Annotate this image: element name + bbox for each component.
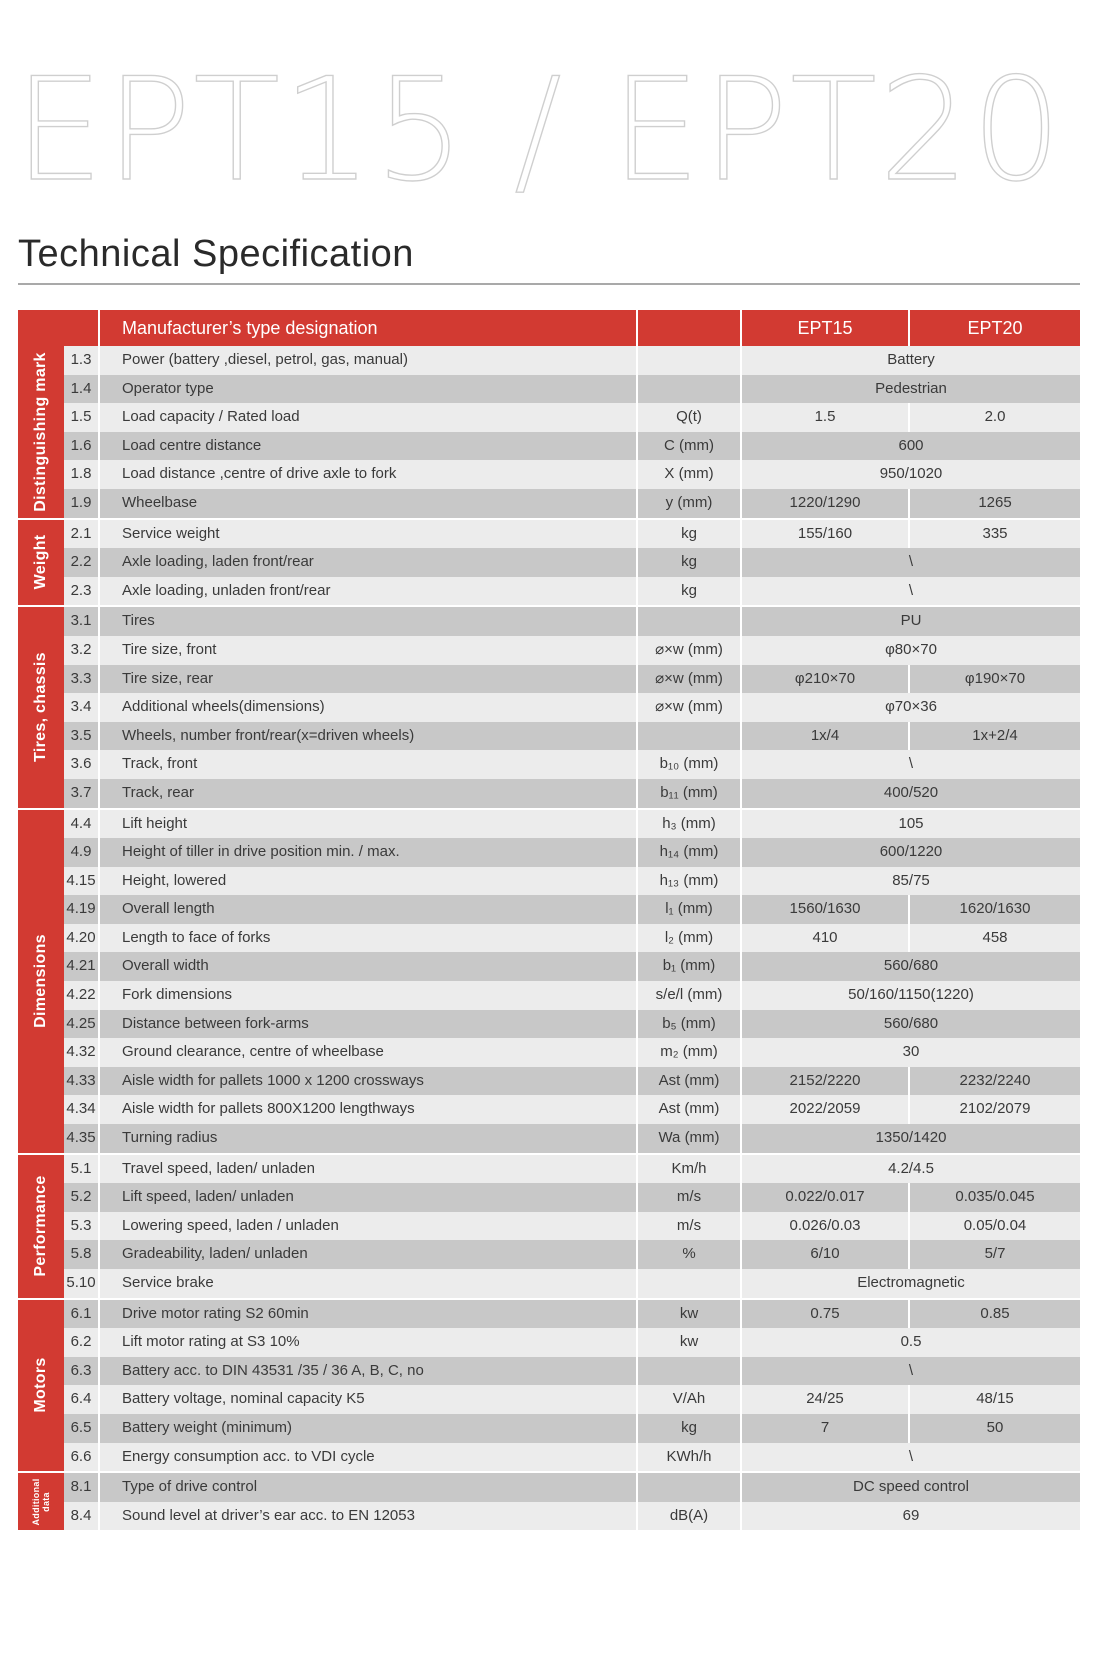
table-row xyxy=(64,1010,1080,1039)
row-value-ept15: 6/10 xyxy=(742,1240,910,1269)
row-value-shared: 400/520 xyxy=(883,783,939,801)
row-value-shared: Pedestrian xyxy=(875,379,947,397)
row-description: Energy consumption acc. to VDI cycle xyxy=(100,1443,638,1472)
group-label xyxy=(18,1300,64,1472)
row-description: Overall length xyxy=(100,895,638,924)
table-row xyxy=(64,895,1080,924)
group-label-text: Additional data xyxy=(31,1478,51,1526)
row-unit: X (mm) xyxy=(638,460,742,489)
header-model-ept20: EPT20 xyxy=(967,318,1023,338)
row-value-shared: \ xyxy=(908,1447,914,1465)
row-number: 4.4 xyxy=(64,810,100,839)
group-label-text: Weight xyxy=(32,535,49,590)
row-number: 5.3 xyxy=(64,1212,100,1241)
row-value-shared: 600/1220 xyxy=(879,843,943,861)
row-unit: h₁₃ (mm) xyxy=(638,867,742,896)
table-row xyxy=(64,693,1080,722)
table-row xyxy=(64,636,1080,665)
row-description: Wheels, number front/rear(x=driven wheels) xyxy=(100,722,638,751)
table-row xyxy=(64,1183,1080,1212)
row-value-shared: 0.5 xyxy=(900,1333,922,1351)
row-value-ept15: 1.5 xyxy=(742,403,910,432)
row-number: 6.5 xyxy=(64,1414,100,1443)
row-number: 4.34 xyxy=(64,1095,100,1124)
row-description: Distance between fork-arms xyxy=(100,1010,638,1039)
row-unit: b₁₁ (mm) xyxy=(638,779,742,808)
row-number: 4.19 xyxy=(64,895,100,924)
row-value-ept20: φ190×70 xyxy=(964,669,1026,687)
row-unit: kg xyxy=(638,1414,742,1443)
spec-table xyxy=(18,310,1080,1530)
row-unit: ⌀×w (mm) xyxy=(638,636,742,665)
row-number: 3.2 xyxy=(64,636,100,665)
row-number: 4.35 xyxy=(64,1124,100,1153)
header-model-ept15: EPT15 xyxy=(742,310,910,346)
group-label xyxy=(18,607,64,807)
row-number: 3.5 xyxy=(64,722,100,751)
table-row xyxy=(64,1067,1080,1096)
row-unit: Ast (mm) xyxy=(638,1095,742,1124)
row-number: 4.20 xyxy=(64,924,100,953)
row-value-shared: 69 xyxy=(902,1506,920,1524)
group-label-text: Motors xyxy=(32,1357,49,1413)
row-unit: ⌀×w (mm) xyxy=(638,693,742,722)
row-value-shared: 560/680 xyxy=(883,1014,939,1032)
row-unit: l₂ (mm) xyxy=(638,924,742,953)
row-value-ept15: 1x/4 xyxy=(742,722,910,751)
row-unit: b₁₀ (mm) xyxy=(638,750,742,779)
row-description: Load centre distance xyxy=(100,432,638,461)
row-value-ept20: 335 xyxy=(982,524,1008,542)
row-value-ept20: 48/15 xyxy=(976,1390,1014,1408)
spec-group xyxy=(18,605,1080,807)
table-row xyxy=(64,489,1080,518)
row-unit: l₁ (mm) xyxy=(638,895,742,924)
table-row xyxy=(64,750,1080,779)
row-number: 6.6 xyxy=(64,1443,100,1472)
row-description: Height of tiller in drive position min. / max. xyxy=(100,838,638,867)
row-description: Power (battery ,diesel, petrol, gas, manual) xyxy=(100,346,638,375)
row-number: 4.32 xyxy=(64,1038,100,1067)
row-unit: m/s xyxy=(638,1212,742,1241)
row-description: Tires xyxy=(100,607,638,636)
row-value-ept20: 5/7 xyxy=(984,1245,1006,1263)
table-row xyxy=(64,924,1080,953)
row-unit xyxy=(638,375,742,404)
row-value-ept15: 0.022/0.017 xyxy=(742,1183,910,1212)
row-value-ept20: 0.85 xyxy=(980,1304,1010,1322)
row-value-ept20: 1265 xyxy=(978,493,1012,511)
row-description: Lift speed, laden/ unladen xyxy=(100,1183,638,1212)
row-unit xyxy=(638,1357,742,1386)
row-description: Track, front xyxy=(100,750,638,779)
row-unit: kw xyxy=(638,1328,742,1357)
row-description: Track, rear xyxy=(100,779,638,808)
row-description: Load capacity / Rated load xyxy=(100,403,638,432)
table-row xyxy=(64,722,1080,751)
table-row xyxy=(64,1328,1080,1357)
row-value-ept15: φ210×70 xyxy=(742,665,910,694)
row-number: 1.9 xyxy=(64,489,100,518)
table-row xyxy=(64,665,1080,694)
row-value-shared: 4.2/4.5 xyxy=(888,1159,934,1177)
table-row xyxy=(64,607,1080,636)
row-number: 1.4 xyxy=(64,375,100,404)
group-label xyxy=(18,520,64,606)
table-row xyxy=(64,952,1080,981)
row-unit: kg xyxy=(638,520,742,549)
table-row xyxy=(64,577,1080,606)
row-number: 3.3 xyxy=(64,665,100,694)
spec-group xyxy=(18,1153,1080,1298)
spec-group xyxy=(18,1471,1080,1530)
row-value-shared: \ xyxy=(908,553,914,571)
row-description: Operator type xyxy=(100,375,638,404)
row-unit: h₁₄ (mm) xyxy=(638,838,742,867)
row-value-shared: 105 xyxy=(898,814,924,832)
table-row xyxy=(64,548,1080,577)
section-title: Technical Specification xyxy=(18,233,414,275)
row-description: Wheelbase xyxy=(100,489,638,518)
table-row xyxy=(64,432,1080,461)
row-description: Additional wheels(dimensions) xyxy=(100,693,638,722)
table-header xyxy=(18,310,1080,346)
row-unit: % xyxy=(638,1240,742,1269)
row-description: Lowering speed, laden / unladen xyxy=(100,1212,638,1241)
row-value-shared: DC speed control xyxy=(853,1478,969,1496)
row-description: Drive motor rating S2 60min xyxy=(100,1300,638,1329)
table-row xyxy=(64,1240,1080,1269)
row-number: 6.3 xyxy=(64,1357,100,1386)
row-value-ept15: 410 xyxy=(742,924,910,953)
row-value-ept20: 2102/2079 xyxy=(959,1100,1031,1118)
row-number: 2.1 xyxy=(64,520,100,549)
row-value-ept15: 7 xyxy=(742,1414,910,1443)
row-description: Axle loading, laden front/rear xyxy=(100,548,638,577)
table-row xyxy=(64,1473,1080,1502)
row-unit: ⌀×w (mm) xyxy=(638,665,742,694)
row-number: 6.4 xyxy=(64,1385,100,1414)
row-value-shared: 600 xyxy=(898,436,924,454)
table-row xyxy=(64,1269,1080,1298)
row-unit: b₁ (mm) xyxy=(638,952,742,981)
row-number: 4.33 xyxy=(64,1067,100,1096)
row-number: 4.21 xyxy=(64,952,100,981)
row-number: 6.2 xyxy=(64,1328,100,1357)
spec-group xyxy=(18,1298,1080,1472)
row-description: Ground clearance, centre of wheelbase xyxy=(100,1038,638,1067)
product-title: EPT15 / EPT20 xyxy=(14,48,1064,213)
group-label xyxy=(18,1155,64,1298)
row-value-shared: 560/680 xyxy=(883,957,939,975)
row-value-shared: 50/160/1150(1220) xyxy=(848,986,974,1004)
row-description: Height, lowered xyxy=(100,867,638,896)
row-value-shared: \ xyxy=(908,1361,914,1379)
group-label xyxy=(18,810,64,1153)
group-label-text: Dimensions xyxy=(32,934,49,1028)
row-description: Service weight xyxy=(100,520,638,549)
group-label-text: Tires, chassis xyxy=(32,652,49,763)
table-row xyxy=(64,1443,1080,1472)
row-description: Aisle width for pallets 1000 x 1200 crossways xyxy=(100,1067,638,1096)
row-value-shared: \ xyxy=(908,755,914,773)
row-value-ept20: 458 xyxy=(982,928,1008,946)
group-label xyxy=(18,346,64,518)
row-number: 3.1 xyxy=(64,607,100,636)
row-number: 1.5 xyxy=(64,403,100,432)
table-row xyxy=(64,1124,1080,1153)
row-description: Turning radius xyxy=(100,1124,638,1153)
row-value-shared: φ70×36 xyxy=(885,698,937,716)
row-unit: s/e/l (mm) xyxy=(638,981,742,1010)
table-row xyxy=(64,1155,1080,1184)
row-value-shared: 950/1020 xyxy=(879,465,943,483)
table-row xyxy=(64,1095,1080,1124)
row-description: Service brake xyxy=(100,1269,638,1298)
table-row xyxy=(64,1385,1080,1414)
row-unit xyxy=(638,607,742,636)
row-description: Type of drive control xyxy=(100,1473,638,1502)
row-description: Gradeability, laden/ unladen xyxy=(100,1240,638,1269)
row-value-shared: 1350/1420 xyxy=(875,1129,947,1147)
row-value-ept15: 24/25 xyxy=(742,1385,910,1414)
row-unit: Ast (mm) xyxy=(638,1067,742,1096)
row-value-shared: Electromagnetic xyxy=(857,1274,965,1291)
table-row xyxy=(64,779,1080,808)
table-row xyxy=(64,1414,1080,1443)
row-value-ept15: 1560/1630 xyxy=(742,895,910,924)
row-unit: V/Ah xyxy=(638,1385,742,1414)
row-description: Tire size, rear xyxy=(100,665,638,694)
row-number: 5.2 xyxy=(64,1183,100,1212)
row-number: 4.22 xyxy=(64,981,100,1010)
row-description: Lift height xyxy=(100,810,638,839)
row-description: Load distance ,centre of drive axle to fork xyxy=(100,460,638,489)
table-row xyxy=(64,460,1080,489)
header-description: Manufacturer’s type designation xyxy=(100,310,638,346)
table-row xyxy=(64,838,1080,867)
row-description: Length to face of forks xyxy=(100,924,638,953)
table-row xyxy=(64,520,1080,549)
row-number: 3.7 xyxy=(64,779,100,808)
row-value-ept15: 155/160 xyxy=(742,520,910,549)
row-value-shared: φ80×70 xyxy=(885,640,937,658)
row-description: Aisle width for pallets 800X1200 lengthways xyxy=(100,1095,638,1124)
row-unit: y (mm) xyxy=(638,489,742,518)
row-description: Battery acc. to DIN 43531 /35 / 36 A, B, C, no xyxy=(100,1357,638,1386)
row-unit: b₅ (mm) xyxy=(638,1010,742,1039)
spec-group xyxy=(18,346,1080,518)
row-unit xyxy=(638,1473,742,1502)
row-number: 1.8 xyxy=(64,460,100,489)
spec-group xyxy=(18,518,1080,606)
row-value-shared: Battery xyxy=(887,351,935,368)
row-value-shared: PU xyxy=(900,612,922,630)
row-description: Fork dimensions xyxy=(100,981,638,1010)
table-row xyxy=(64,375,1080,404)
row-number: 8.1 xyxy=(64,1473,100,1502)
row-unit: C (mm) xyxy=(638,432,742,461)
row-unit xyxy=(638,346,742,375)
table-body xyxy=(18,346,1080,1530)
row-number: 8.4 xyxy=(64,1502,100,1531)
row-number: 6.1 xyxy=(64,1300,100,1329)
row-value-ept15: 0.026/0.03 xyxy=(742,1212,910,1241)
row-number: 4.25 xyxy=(64,1010,100,1039)
row-value-shared: 30 xyxy=(902,1043,920,1061)
table-row xyxy=(64,810,1080,839)
row-value-shared: \ xyxy=(908,581,914,599)
row-number: 5.8 xyxy=(64,1240,100,1269)
group-label-text: Performance xyxy=(32,1175,49,1277)
table-row xyxy=(64,867,1080,896)
row-value-ept20: 50 xyxy=(986,1418,1004,1436)
row-unit: m/s xyxy=(638,1183,742,1212)
row-description: Axle loading, unladen front/rear xyxy=(100,577,638,606)
table-row xyxy=(64,981,1080,1010)
row-description: Battery weight (minimum) xyxy=(100,1414,638,1443)
row-unit: kg xyxy=(638,577,742,606)
spec-group xyxy=(18,808,1080,1153)
row-number: 1.3 xyxy=(64,346,100,375)
row-unit: kg xyxy=(638,548,742,577)
row-unit: KWh/h xyxy=(638,1443,742,1472)
row-number: 4.15 xyxy=(64,867,100,896)
row-value-ept20: 2.0 xyxy=(984,408,1006,426)
row-unit: m₂ (mm) xyxy=(638,1038,742,1067)
row-unit xyxy=(638,722,742,751)
row-number: 3.6 xyxy=(64,750,100,779)
table-row xyxy=(64,1038,1080,1067)
table-row xyxy=(64,1502,1080,1531)
row-value-ept15: 0.75 xyxy=(742,1300,910,1329)
table-row xyxy=(64,1212,1080,1241)
row-number: 2.2 xyxy=(64,548,100,577)
row-description: Travel speed, laden/ unladen xyxy=(100,1155,638,1184)
row-unit: Wa (mm) xyxy=(638,1124,742,1153)
row-value-ept20: 1620/1630 xyxy=(959,900,1031,918)
row-unit: dB(A) xyxy=(638,1502,742,1531)
row-description: Battery voltage, nominal capacity K5 xyxy=(100,1385,638,1414)
row-description: Lift motor rating at S3 10% xyxy=(100,1328,638,1357)
row-value-ept15: 1220/1290 xyxy=(742,489,910,518)
group-label xyxy=(18,1473,64,1530)
row-number: 5.10 xyxy=(64,1269,100,1298)
row-number: 2.3 xyxy=(64,577,100,606)
row-value-shared: 85/75 xyxy=(892,871,930,889)
table-row xyxy=(64,1300,1080,1329)
row-unit: kw xyxy=(638,1300,742,1329)
row-description: Overall width xyxy=(100,952,638,981)
row-number: 4.9 xyxy=(64,838,100,867)
table-row xyxy=(64,403,1080,432)
row-value-ept20: 1x+2/4 xyxy=(972,726,1018,744)
row-value-ept20: 2232/2240 xyxy=(959,1071,1031,1089)
row-description: Tire size, front xyxy=(100,636,638,665)
table-row xyxy=(64,346,1080,375)
row-unit: Q(t) xyxy=(638,403,742,432)
row-number: 1.6 xyxy=(64,432,100,461)
row-unit: h₃ (mm) xyxy=(638,810,742,839)
table-row xyxy=(64,1357,1080,1386)
row-value-ept20: 0.05/0.04 xyxy=(963,1216,1027,1234)
title-divider xyxy=(18,283,1080,285)
row-value-ept15: 2152/2220 xyxy=(742,1067,910,1096)
row-number: 5.1 xyxy=(64,1155,100,1184)
row-value-ept20: 0.035/0.045 xyxy=(955,1188,1035,1206)
row-unit xyxy=(638,1269,742,1298)
group-label-text: Distinguishing mark xyxy=(32,352,49,512)
row-description: Sound level at driver’s ear acc. to EN 12053 xyxy=(100,1502,638,1531)
row-value-ept15: 2022/2059 xyxy=(742,1095,910,1124)
row-number: 3.4 xyxy=(64,693,100,722)
row-unit: Km/h xyxy=(638,1155,742,1184)
